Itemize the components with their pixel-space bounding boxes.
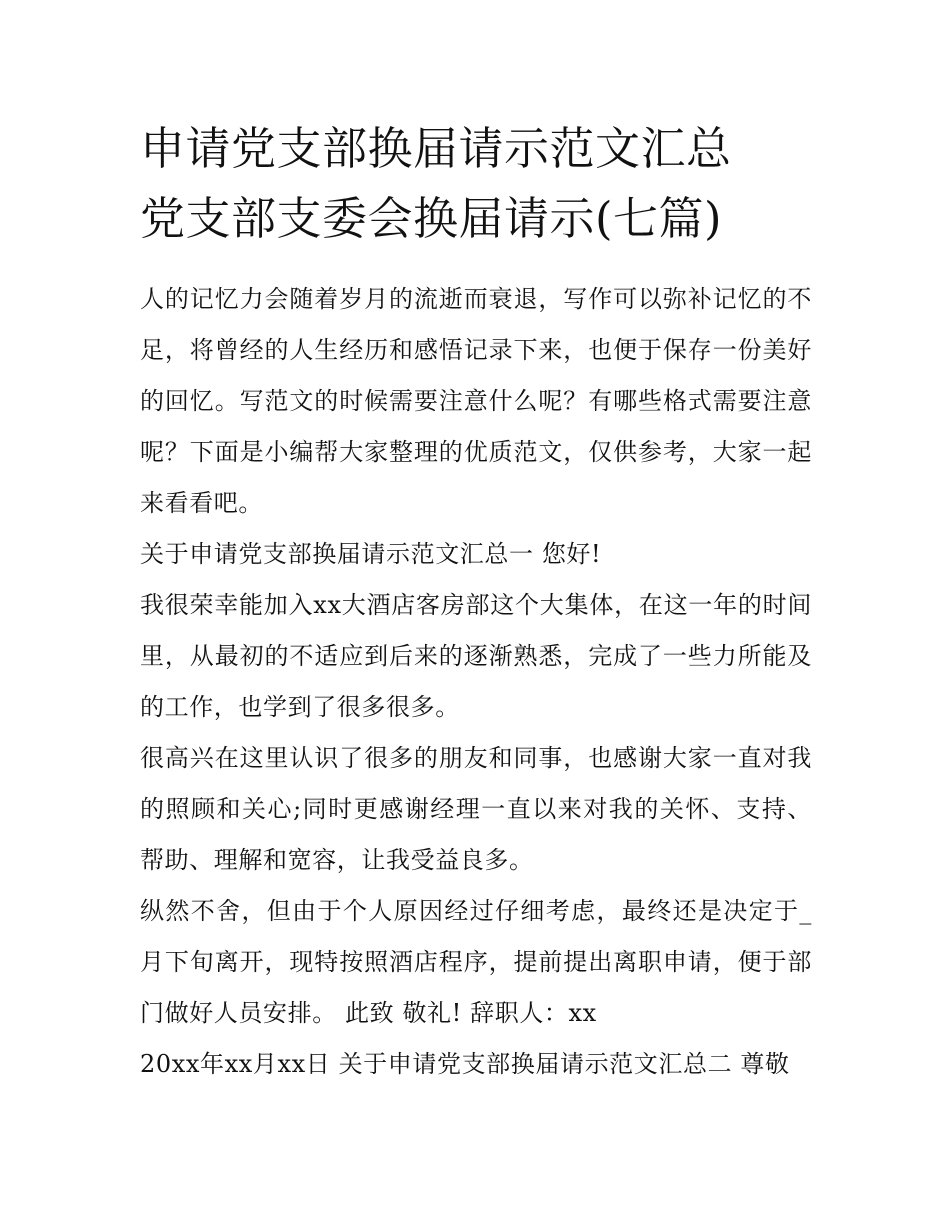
body-paragraph: 20xx年xx月xx日 关于申请党支部换届请示范文汇总二 尊敬 — [140, 1050, 790, 1078]
title-line-2: 党支部支委会换届请示(七篇) — [140, 192, 723, 245]
document-title — [140, 114, 812, 254]
document-body — [140, 274, 812, 1090]
title-line-1: 申请党支部换届请示范文汇总 — [140, 122, 732, 175]
body-paragraph: 纵然不舍，但由于个人原因经过仔细考虑，最终还是决定于_月下旬离开，现特按照酒店程序，提前提出离职申请，便于部门做好人员安排。 此致 敬礼! 辞职人：xx — [140, 897, 812, 1027]
body-paragraph: 很高兴在这里认识了很多的朋友和同事，也感谢大家一直对我的照顾和关心;同时更感谢经理一直以来对我的关怀、支持、帮助、理解和宽容，让我受益良多。 — [140, 744, 812, 874]
document-content — [140, 114, 812, 1090]
body-paragraph: 我很荣幸能加入xx大酒店客房部这个大集体，在这一年的时间里，从最初的不适应到后来的逐渐熟悉，完成了一些力所能及的工作，也学到了很多很多。 — [140, 591, 812, 721]
intro-paragraph: 人的记忆力会随着岁月的流逝而衰退，写作可以弥补记忆的不足，将曾经的人生经历和感悟记录下来，也便于保存一份美好的回忆。写范文的时候需要注意什么呢？有哪些格式需要注意呢？下面是小编帮大家整理的优质范文，仅供参考，大家一起来看看吧。 — [140, 285, 812, 517]
section-one-heading: 关于申请党支部换届请示范文汇总一 您好! — [140, 540, 602, 568]
